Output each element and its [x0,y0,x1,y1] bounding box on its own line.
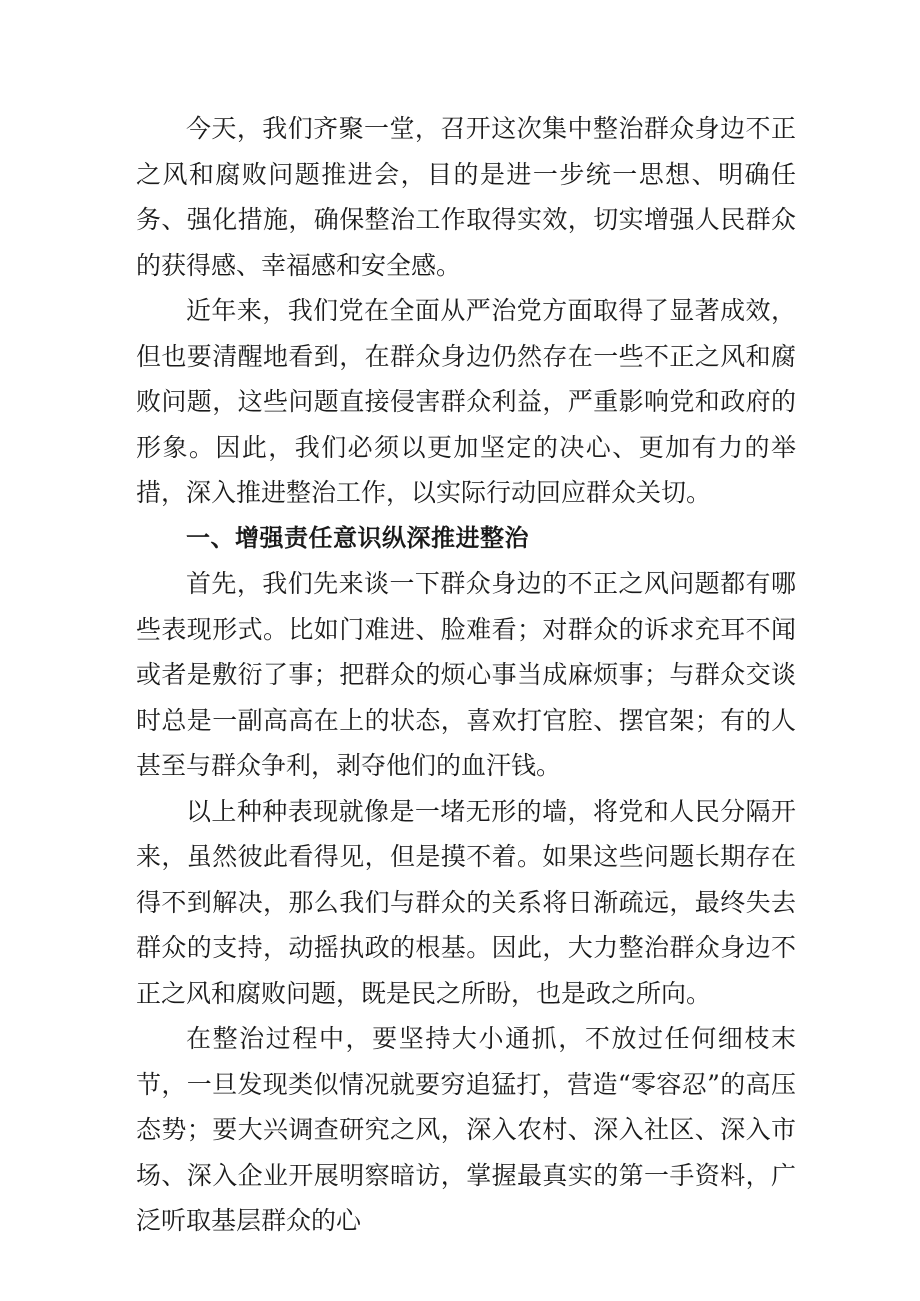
paragraph-background: 近年来，我们党在全面从严治党方面取得了显著成效，但也要清醒地看到，在群众身边仍然存在一些不正之风和腐败问题，这些问题直接侵害群众利益，严重影响党和政府的形象。因此，我们必须以更加坚定的决心、更加有力的举措，深入推进整治工作，以实际行动回应群众关切。 [136,296,796,507]
section-heading: 一、增强责任意识纵深推进整治 [186,523,529,552]
document-body [136,106,796,1244]
paragraph-manifestations: 首先，我们先来谈一下群众身边的不正之风问题都有哪些表现形式。比如门难进、脸难看；对群众的诉求充耳不闻或者是敷衍了事；把群众的烦心事当成麻烦事；与群众交谈时总是一副高高在上的状态，喜欢打官腔、摆官架；有的人甚至与群众争利，剥夺他们的血汗钱。 [136,569,796,780]
paragraph-opening: 今天，我们齐聚一堂，召开这次集中整治群众身边不正之风和腐败问题推进会，目的是进一步统一思想、明确任务、强化措施，确保整治工作取得实效，切实增强人民群众的获得感、幸福感和安全感。 [136,114,796,280]
paragraph-consequences: 以上种种表现就像是一堵无形的墙，将党和人民分隔开来，虽然彼此看得见，但是摸不着。如果这些问题长期存在得不到解决，那么我们与群众的关系将日渐疏远，最终失去群众的支持，动摇执政的根基。因此，大力整治群众身边不正之风和腐败问题，既是民之所盼，也是政之所向。 [136,796,796,1008]
paragraph-rectification: 在整治过程中，要坚持大小通抓，不放过任何细枝末节，一旦发现类似情况就要穷追猛打，营造“零容忍”的高压态势；要大兴调查研究之风，深入农村、深入社区、深入市场、深入企业开展明察暗访，掌握最真实的第一手资料，广泛听取基层群众的心 [136,1024,796,1235]
